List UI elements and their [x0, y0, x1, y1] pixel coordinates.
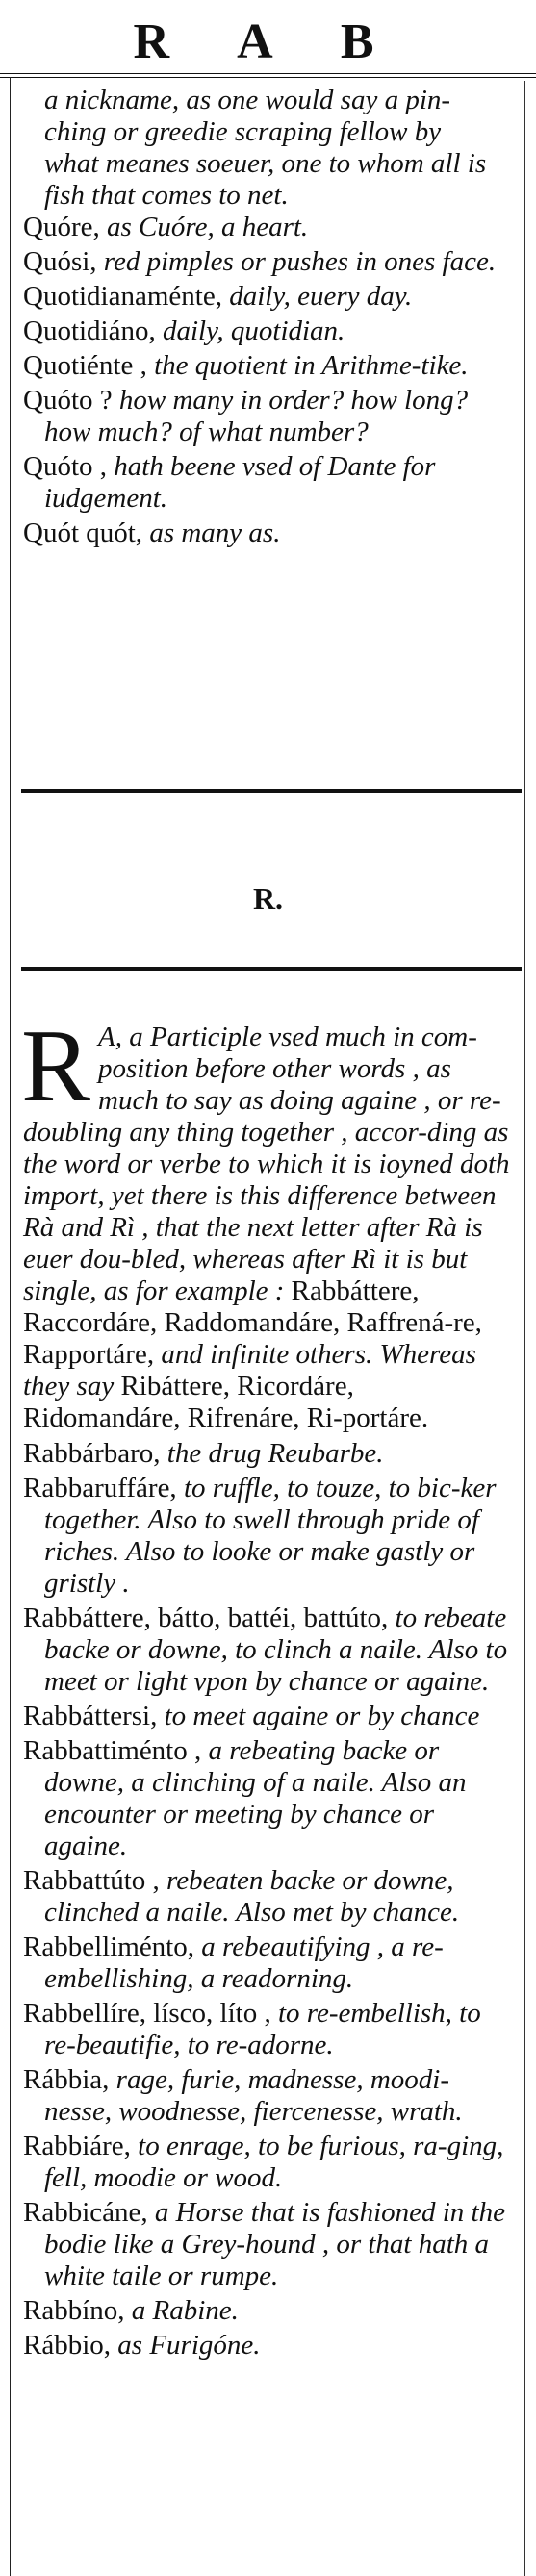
continued-line: a nickname, as one would say a pin-: [44, 85, 451, 115]
intro-mid-text: and infinite others. Whereas they say: [23, 1339, 476, 1402]
headword: Quóto ,: [23, 451, 107, 482]
gloss: to re-embellish, to re-beautifie, to re-adorne.: [44, 1998, 481, 2060]
dictionary-entry: [23, 1438, 512, 1470]
headword: Rabbáttersi,: [23, 1701, 158, 1731]
intro-examples-1: Rabbáttere, Raccordáre, Raddomandáre, Raffrená-re, Rapportáre,: [23, 1275, 482, 1370]
gloss: daily, euery day.: [229, 281, 413, 312]
dictionary-entry: [23, 1603, 512, 1698]
dictionary-entry: [23, 1932, 512, 1995]
headword: Quotidianaménte,: [23, 281, 222, 312]
headword: Quóre,: [23, 212, 100, 242]
gloss: the quotient in Arithme-tike.: [154, 350, 469, 381]
dictionary-entry: [23, 451, 512, 515]
gloss: a Horse that is fashioned in the bodie like a Grey-hound , or that hath a white taile or rumpe.: [44, 2197, 505, 2291]
intro-text: A, a Participle vsed much in com-position before other words , as much to say as doing againe , or re-doubling any thing together , accor-ding as the word or verbe to which it is ioyned doth import, yet there is this difference between Rà and Rì , that the next letter after Rà is euer dou-bled, whereas after Rì it is but single, as for example :: [23, 1022, 510, 1306]
gloss: a rebeautifying , a re-embellishing, a readorning.: [44, 1932, 444, 1994]
introductory-paragraph: [21, 1009, 512, 1434]
dictionary-entry: [23, 2197, 512, 2292]
headword: Rabbáttere, bátto, battéi, battúto,: [23, 1603, 389, 1633]
dictionary-entry: [23, 316, 512, 347]
headword: Rabbíno,: [23, 2295, 125, 2326]
entry-list-q: [23, 212, 512, 549]
headword: Quotidiáno,: [23, 316, 156, 346]
dictionary-entry: [23, 1998, 512, 2061]
dictionary-entry: [23, 385, 512, 448]
gloss: rage, furie, madnesse, moodi-nesse, woodnesse, fiercenesse, wrath.: [44, 2064, 463, 2127]
gloss: to meet againe or by chance: [164, 1701, 480, 1731]
gloss: as Furigóne.: [117, 2330, 261, 2361]
gloss: rebeaten backe or downe, clinched a naile. Also met by chance.: [44, 1865, 460, 1928]
headword: Rabbelliménto,: [23, 1932, 194, 1962]
headword: Rábbio,: [23, 2330, 112, 2361]
dictionary-entry: [23, 2295, 512, 2327]
dictionary-column-r: [21, 1009, 512, 2364]
headword: Rabbiáre,: [23, 2131, 131, 2161]
headword: Rabbattiménto ,: [23, 1735, 202, 1766]
right-column-rule: [524, 81, 525, 2576]
dictionary-entry: [23, 2131, 512, 2194]
gloss: as many as.: [149, 518, 281, 548]
dictionary-entry: [23, 1865, 512, 1929]
dictionary-entry: [23, 1701, 512, 1732]
dictionary-entry: [23, 518, 512, 549]
headword: Rabbellíre, lísco, líto ,: [23, 1998, 271, 2029]
header-rule: [0, 77, 536, 78]
continued-line: fish that comes to net.: [44, 180, 289, 211]
gloss: red pimples or pushes in ones face.: [103, 246, 497, 277]
dictionary-entry: [23, 1473, 512, 1600]
dictionary-entry: [23, 246, 512, 278]
headword: Rabbárbaro,: [23, 1438, 161, 1469]
intro-examples-2: Ribáttere, Ricordáre, Ridomandáre, Rifrenáre, Ri-portáre.: [23, 1371, 429, 1433]
header-rule: [0, 73, 536, 74]
gloss: how many in order? how long? how much? of what number?: [44, 385, 469, 447]
gloss: hath beene vsed of Dante for iudgement.: [44, 451, 436, 514]
dictionary-entry: [23, 350, 512, 382]
dictionary-entry: [23, 281, 512, 313]
headword: Rabbicáne,: [23, 2197, 148, 2228]
continued-line: what meanes soeuer, one to whom all is: [44, 148, 487, 179]
section-title: R.: [252, 881, 284, 916]
headword: Rábbia,: [23, 2064, 110, 2095]
running-head: R A B: [133, 14, 403, 69]
gloss: to rebeate backe or downe, to clinch a naile. Also to meet or light vpon by chance or againe.: [44, 1603, 508, 1697]
dictionary-entry: [23, 212, 512, 243]
gloss: as Cuóre, a heart.: [106, 212, 309, 242]
dictionary-entry: [23, 2330, 512, 2361]
headword: Quotiénte ,: [23, 350, 147, 381]
headword: Rabbaruffáre,: [23, 1473, 177, 1503]
headword: Rabbattúto ,: [23, 1865, 160, 1896]
headword: Quóto ?: [23, 385, 113, 416]
gloss: a Rabine.: [131, 2295, 239, 2326]
drop-cap: R: [21, 1009, 91, 1124]
headword: Quót quót,: [23, 518, 143, 548]
dictionary-entry: [23, 2064, 512, 2128]
dictionary-column-q: [23, 85, 512, 552]
entry-list-r: [23, 1438, 512, 2361]
left-column-rule: [10, 77, 11, 2576]
continued-line: ching or greedie scraping fellow by: [44, 116, 442, 147]
gloss: to enrage, to be furious, ra-ging, fell, moodie or wood.: [44, 2131, 504, 2193]
section-rule-top: [21, 789, 522, 793]
headword: Quósi,: [23, 246, 97, 277]
gloss: a rebeating backe or downe, a clinching of a naile. Also an encounter or meeting by chance or againe.: [44, 1735, 467, 1861]
section-rule-bottom: [21, 967, 522, 971]
dictionary-entry: [23, 1735, 512, 1862]
gloss: the drug Reubarbe.: [166, 1438, 384, 1469]
continued-entry: [23, 85, 512, 212]
gloss: daily, quotidian.: [163, 316, 345, 346]
gloss: to ruffle, to touze, to bic-ker together. Also to swell through pride of riches. Also to looke or make gastly or gristly .: [44, 1473, 497, 1599]
page-header: [0, 0, 536, 75]
